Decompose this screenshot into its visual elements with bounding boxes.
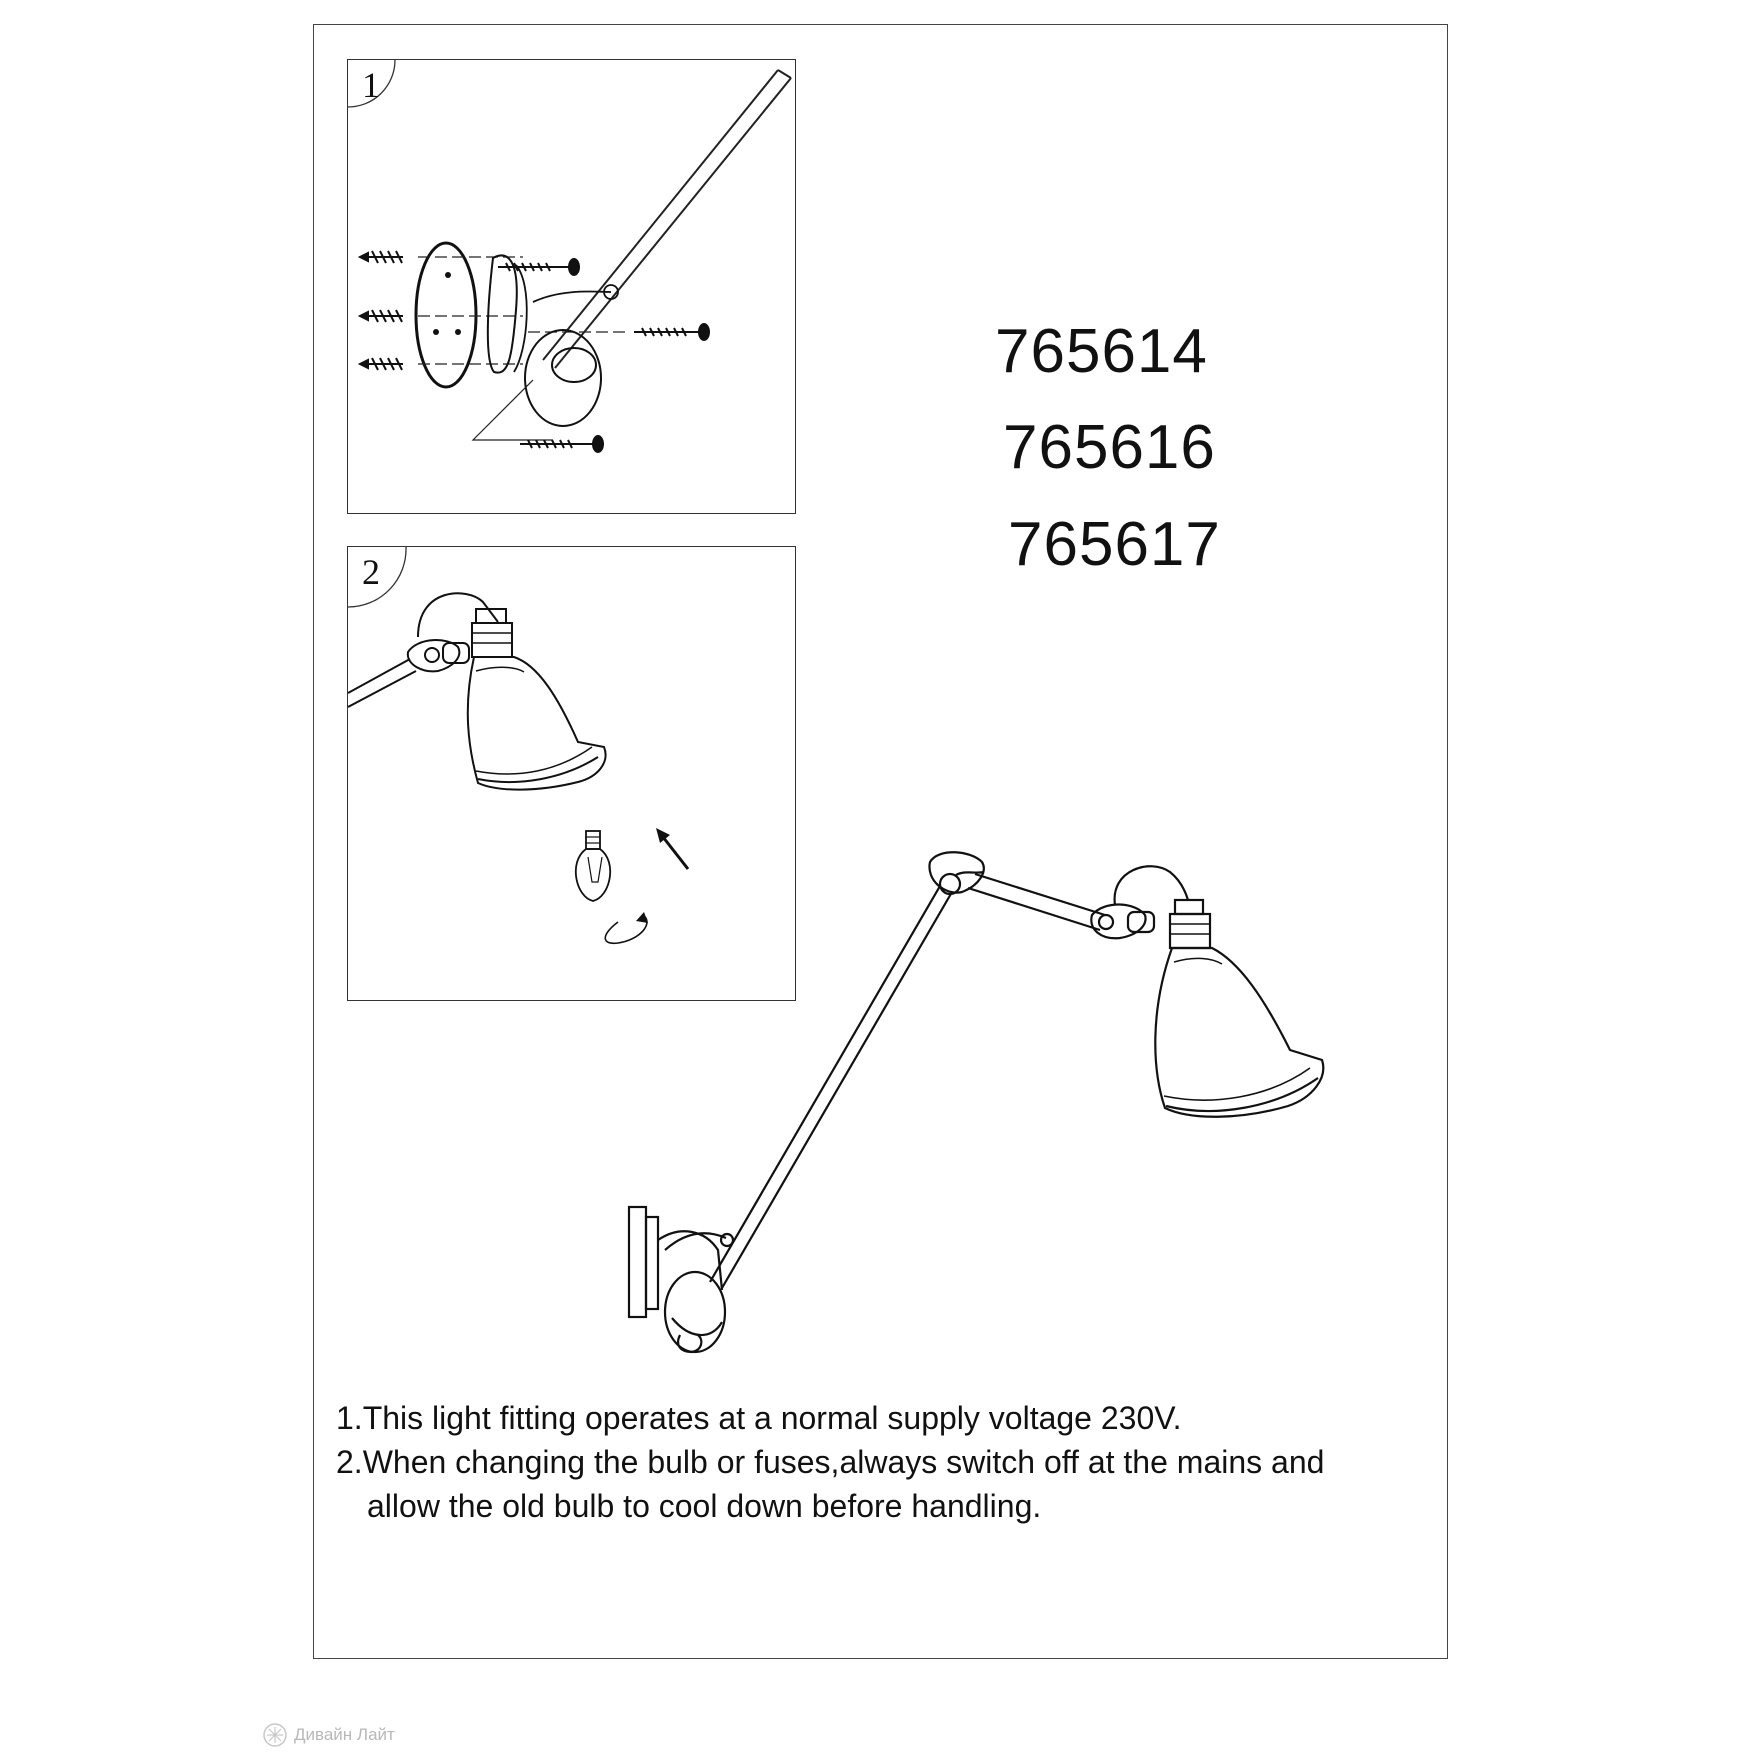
watermark-text: Дивайн Лайт — [294, 1725, 395, 1744]
step-1-number: 1 — [362, 65, 380, 105]
watermark — [262, 1722, 395, 1748]
model-number-2: 765616 — [1003, 413, 1216, 482]
model-number-3: 765617 — [1008, 510, 1221, 579]
note-2: 2.When changing the bulb or fuses,always switch off at the mains and — [336, 1444, 1325, 1480]
note-2-continued: allow the old bulb to cool down before handling. — [367, 1488, 1042, 1524]
sun-logo-icon — [262, 1722, 288, 1748]
note-1: 1.This light fitting operates at a normal supply voltage 230V. — [336, 1400, 1182, 1436]
step-2-number: 2 — [362, 552, 380, 592]
safety-notes — [336, 1396, 1324, 1528]
model-number-1: 765614 — [995, 317, 1208, 386]
